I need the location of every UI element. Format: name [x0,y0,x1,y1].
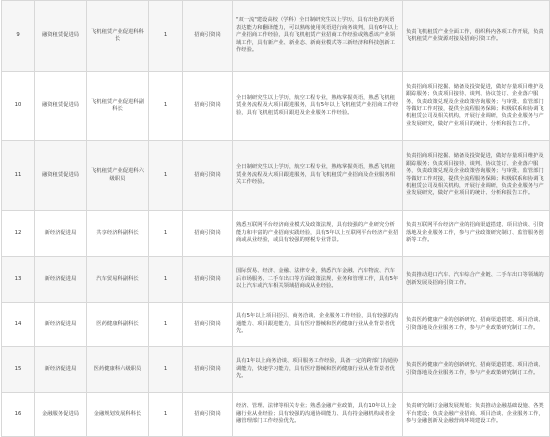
requirements-cell: 具有5年以上项目招引、商务洽谈、企业服务工作经验，具有较强的沟通能力、项目跟进能力，具有医疗器械和医药健康行业从业背景者优先。 [233,303,403,347]
table-row [2,211,550,257]
department-cell: 融资租赁促进局 [35,141,87,211]
headcount-cell: 1 [149,72,183,141]
position-cell: 飞机租赁产业促进科六级职员 [87,141,149,211]
duties-cell: 负责飞机租赁产业全面工作，组织科内各项工作开展，负责飞机租赁产业资源对接及招商引资工作。 [403,1,550,72]
duties-cell: 负责医药健康产业的创新研究、招商渠道搭建、项目洽谈、引资落地及企业服务工作，参与产业政策研究制订工作。 [403,303,550,347]
row-number: 13 [2,257,35,303]
position-cell: 医药健康科副科长 [87,303,149,347]
category-cell: 招商引资岗 [183,1,233,72]
row-number: 16 [2,393,35,437]
position-cell: 飞机租赁产业促进科科长 [87,1,149,72]
requirements-cell: 全日制研究生以上学历，航空工程专业，熟练掌握英语，熟悉飞机租赁业务流程及大项目跟进服务，具有5年以上飞机租赁产业招商工作经验，具有飞机租赁项目跟进及企业服务工作经验。 [233,72,403,141]
table-row [2,303,550,347]
headcount-cell: 1 [149,393,183,437]
headcount-cell: 1 [149,1,183,72]
duties-cell: 负责推动进口汽车、汽车综合产业链、二手车出口等领域的创新发展及招商引资工作。 [403,257,550,303]
position-cell: 共享经济科副科长 [87,211,149,257]
duties-cell: 负责互联网平台经济产业的招商渠道搭建、项目洽谈、引资落地及企业服务工作，参与产业政策研究制订、监管服务创新等工作。 [403,211,550,257]
duties-cell: 负责研究制订金融发展规划；负责推动金融基础设施、各类平台建设；负责金融产业招商、项目洽谈、企业服务工作，参与金融创新及金融营商环境建设工作。 [403,393,550,437]
duties-cell: 负责招商项目挖掘、储备及投资促进，做好存量项目维护及跟踪服务；负责项目接待、谈判、协议签订、企业落户服务，负责政策兑现及企业政策咨询服务；与审批、监管部门等做好工作对接，提供全流程服务保障；积极联系和协调飞机租赁公司及相关机构，开展行业调研，负责企业服务与产业发展研究，做好产业项目的统计、分析和报告工作。 [403,72,550,141]
requirements-cell: "双一流"建设高校（学科）全日制研究生以上学历，具有出色的英语表达能力和翻译能力，可以熟练使用英语进行商务谈判，具有6年以上产业招商工作经验，具有飞机租赁产业招商工作经验或熟悉该产业领域工作，具有新产业、新业态、新商业模式等三新经济和科技创新工作经验。 [233,1,403,72]
headcount-cell: 1 [149,347,183,393]
row-number: 12 [2,211,35,257]
table-row [2,347,550,393]
requirements-cell: 熟悉互联网平台经济商业模式及政策法规，具有较强的产业研究分析能力和丰富的产业招商实践经验，具有5年以上互联网平台经济产业招商或从业经验，或具有较强的财税专业背景。 [233,211,403,257]
requirements-cell: 国际贸易、经济、金融、法律专业，熟悉汽车金融、汽车物流、汽车后市场服务、二手车出口等方面政策法规、业务和管理工作，具有5年以上汽车或汽车相关领域招商或从业经验。 [233,257,403,303]
position-cell: 汽车贸易科副科长 [87,257,149,303]
category-cell: 招商引资岗 [183,303,233,347]
requirements-cell: 全日制研究生以上学历，航空工程专业，熟练掌握英语，熟悉飞机租赁业务流程及大项目跟进服务，具有飞机租赁产业招商及企业服务相关工作经验。 [233,141,403,211]
table-row [2,141,550,211]
headcount-cell: 1 [149,141,183,211]
headcount-cell: 1 [149,303,183,347]
requirements-cell: 具有1年以上商务洽谈、项目服务工作经验，具备一定的跨部门沟通协调能力，快速学习能力，具有医疗器械和医药健康行业从业背景者优先。 [233,347,403,393]
position-cell: 飞机租赁产业促进科副科长 [87,72,149,141]
category-cell: 招商引资岗 [183,347,233,393]
requirements-cell: 经济、管理、法律等相关专业；熟悉金融产业政策，具有10年以上金融行业从业经验；具有较强的沟通协调能力、具有持金融机构或者金融管理部门工作经验优先。 [233,393,403,437]
category-cell: 招商引资岗 [183,211,233,257]
category-cell: 招商引资岗 [183,257,233,303]
department-cell: 融资租赁促进局 [35,1,87,72]
department-cell: 新经济促进局 [35,257,87,303]
duties-cell: 负责医药健康产业的创新研究、招商渠道搭建、项目洽谈、引资落地及企业服务工作，参与产业政策研究制订工作。 [403,347,550,393]
table-row [2,72,550,141]
department-cell: 新经济促进局 [35,303,87,347]
department-cell: 融资租赁促进局 [35,72,87,141]
table-row [2,1,550,72]
table-row [2,257,550,303]
duties-cell: 负责招商项目挖掘、储备及投资促进，做好存量项目维护及跟踪服务；负责项目接待、谈判、协议签订、企业落户服务，负责政策兑现及企业政策咨询服务；与审批、监管部门等做好工作对接，提供全流程服务保障；积极联系和协调飞机租赁公司及相关机构，开展行业调研，负责企业服务与产业发展研究，做好产业项目的统计、分析和报告工作。 [403,141,550,211]
row-number: 9 [2,1,35,72]
headcount-cell: 1 [149,211,183,257]
department-cell: 新经济促进局 [35,347,87,393]
department-cell: 金融服务促进局 [35,393,87,437]
table-row [2,393,550,437]
department-cell: 新经济促进局 [35,211,87,257]
headcount-cell: 1 [149,257,183,303]
row-number: 11 [2,141,35,211]
category-cell: 招商引资岗 [183,141,233,211]
row-number: 10 [2,72,35,141]
row-number: 15 [2,347,35,393]
category-cell: 招商引资岗 [183,72,233,141]
position-cell: 医药健康科六级职员 [87,347,149,393]
positions-table [1,0,550,437]
row-number: 14 [2,303,35,347]
category-cell: 招商引资岗 [183,393,233,437]
position-cell: 金融规划发展科科长 [87,393,149,437]
